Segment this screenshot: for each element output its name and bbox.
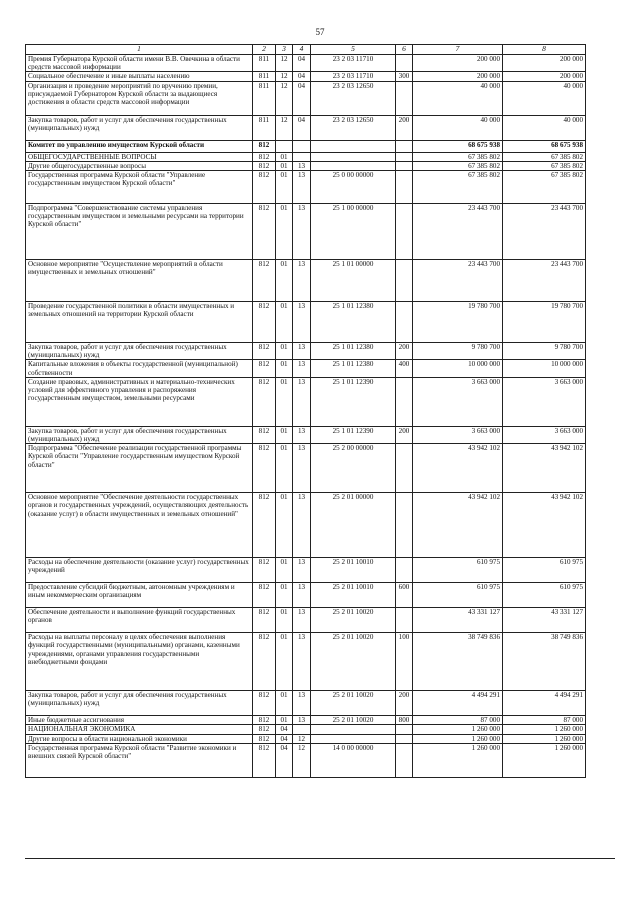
table-row <box>26 81 586 115</box>
row-c4-cell: 13 <box>293 691 311 716</box>
row-c5-cell: 25 1 01 12390 <box>311 377 396 426</box>
row-c7-cell: 67 385 802 <box>413 171 503 204</box>
row-c6-cell: 800 <box>396 716 413 725</box>
row-c6-cell <box>396 55 413 72</box>
row-c5-cell: 25 0 00 00000 <box>311 171 396 204</box>
table-row <box>26 426 586 443</box>
row-c5-cell <box>311 140 396 152</box>
column-header: 2 <box>253 45 276 55</box>
column-number-row <box>26 45 586 55</box>
row-c8-cell: 1 260 000 <box>503 725 586 734</box>
row-c2-cell: 811 <box>253 72 276 81</box>
table-row <box>26 493 586 558</box>
row-c8-cell: 67 385 802 <box>503 161 586 170</box>
row-c3-cell: 12 <box>276 115 293 140</box>
table-row <box>26 152 586 161</box>
row-c4-cell: 13 <box>293 633 311 691</box>
row-c3-cell: 04 <box>276 725 293 734</box>
page-number: 57 <box>315 27 325 37</box>
row-c6-cell: 200 <box>396 691 413 716</box>
row-c2-cell: 812 <box>253 377 276 426</box>
row-c6-cell <box>396 608 413 633</box>
row-c2-cell: 812 <box>253 161 276 170</box>
table-row <box>26 558 586 583</box>
row-c7-cell: 40 000 <box>413 115 503 140</box>
row-c3-cell: 01 <box>276 633 293 691</box>
row-c2-cell: 812 <box>253 302 276 343</box>
row-c5-cell <box>311 725 396 734</box>
row-c6-cell <box>396 743 413 777</box>
table-row <box>26 171 586 204</box>
row-c8-cell: 38 749 836 <box>503 633 586 691</box>
row-c4-cell: 04 <box>293 72 311 81</box>
row-c2-cell: 812 <box>253 725 276 734</box>
row-c7-cell: 68 675 938 <box>413 140 503 152</box>
row-c2-cell: 812 <box>253 360 276 377</box>
row-c3-cell: 01 <box>276 260 293 302</box>
row-c7-cell: 19 780 700 <box>413 302 503 343</box>
row-c2-cell: 812 <box>253 260 276 302</box>
row-c4-cell: 12 <box>293 734 311 743</box>
row-c7-cell: 610 975 <box>413 558 503 583</box>
row-name-cell: Иные бюджетные ассигнования <box>26 716 253 725</box>
table-row <box>26 725 586 734</box>
table-row <box>26 633 586 691</box>
table-row <box>26 343 586 360</box>
row-name-cell: Подпрограмма "Совершенствование системы управления государственным имуществом и земельными ресурсами на территории Курской области" <box>26 204 253 260</box>
row-c4-cell: 13 <box>293 161 311 170</box>
row-c8-cell: 3 663 000 <box>503 426 586 443</box>
row-c5-cell <box>311 152 396 161</box>
row-c4-cell: 13 <box>293 558 311 583</box>
row-c5-cell: 23 2 03 11710 <box>311 72 396 81</box>
row-c2-cell: 812 <box>253 558 276 583</box>
row-c4-cell: 13 <box>293 716 311 725</box>
row-c3-cell: 01 <box>276 493 293 558</box>
row-c3-cell: 01 <box>276 204 293 260</box>
row-c3-cell: 01 <box>276 302 293 343</box>
row-c4-cell: 13 <box>293 171 311 204</box>
row-c6-cell <box>396 725 413 734</box>
row-c6-cell <box>396 558 413 583</box>
row-name-cell: Комитет по управлению имуществом Курской области <box>26 140 253 152</box>
row-c6-cell: 100 <box>396 633 413 691</box>
row-c2-cell: 812 <box>253 743 276 777</box>
row-name-cell: Проведение государственной политики в области имущественных и земельных отношений на территории Курской области <box>26 302 253 343</box>
row-c2-cell: 811 <box>253 55 276 72</box>
row-c4-cell: 13 <box>293 426 311 443</box>
row-c7-cell: 3 663 000 <box>413 377 503 426</box>
row-c6-cell <box>396 152 413 161</box>
row-c4-cell: 04 <box>293 115 311 140</box>
row-c8-cell: 23 443 700 <box>503 260 586 302</box>
row-c2-cell: 812 <box>253 343 276 360</box>
row-name-cell: Закупка товаров, работ и услуг для обеспечения государственных (муниципальных) нужд <box>26 426 253 443</box>
row-c3-cell: 01 <box>276 716 293 725</box>
row-c3-cell: 12 <box>276 55 293 72</box>
row-c5-cell: 25 2 01 10020 <box>311 608 396 633</box>
row-c4-cell <box>293 140 311 152</box>
row-c8-cell: 68 675 938 <box>503 140 586 152</box>
row-c6-cell <box>396 734 413 743</box>
column-header: 7 <box>413 45 503 55</box>
row-c3-cell: 01 <box>276 377 293 426</box>
row-c5-cell <box>311 734 396 743</box>
row-c5-cell: 25 1 00 00000 <box>311 204 396 260</box>
row-c6-cell <box>396 140 413 152</box>
row-c5-cell: 25 1 01 12390 <box>311 426 396 443</box>
row-c8-cell: 9 780 700 <box>503 343 586 360</box>
table-row <box>26 734 586 743</box>
row-c3-cell: 01 <box>276 343 293 360</box>
row-c4-cell: 13 <box>293 444 311 493</box>
row-name-cell: Закупка товаров, работ и услуг для обеспечения государственных (муниципальных) нужд <box>26 691 253 716</box>
row-name-cell: Социальное обеспечение и иные выплаты населению <box>26 72 253 81</box>
row-c8-cell: 23 443 700 <box>503 204 586 260</box>
table-row <box>26 691 586 716</box>
row-c4-cell: 04 <box>293 55 311 72</box>
row-c4-cell: 13 <box>293 360 311 377</box>
row-c8-cell: 200 000 <box>503 72 586 81</box>
row-c3-cell: 01 <box>276 608 293 633</box>
row-c3-cell: 12 <box>276 81 293 115</box>
row-c5-cell: 14 0 00 00000 <box>311 743 396 777</box>
row-c7-cell: 87 000 <box>413 716 503 725</box>
row-c2-cell: 812 <box>253 716 276 725</box>
row-c5-cell: 23 2 03 12650 <box>311 115 396 140</box>
row-c7-cell: 67 385 802 <box>413 161 503 170</box>
table-row <box>26 140 586 152</box>
row-name-cell: Предоставление субсидий бюджетным, автономным учреждениям и иным некоммерческим организациям <box>26 583 253 608</box>
column-header: 4 <box>293 45 311 55</box>
row-name-cell: Другие вопросы в области национальной экономики <box>26 734 253 743</box>
row-name-cell: Создание правовых, административных и материально-технических условий для эффективного управления и распоряжения государственным имуществом, земельными ресурсами <box>26 377 253 426</box>
row-c4-cell: 04 <box>293 81 311 115</box>
row-c5-cell: 25 2 01 10020 <box>311 716 396 725</box>
row-c2-cell: 812 <box>253 444 276 493</box>
row-c4-cell <box>293 152 311 161</box>
row-c7-cell: 9 780 700 <box>413 343 503 360</box>
row-c7-cell: 200 000 <box>413 72 503 81</box>
row-c6-cell <box>396 260 413 302</box>
table-row <box>26 377 586 426</box>
row-c6-cell <box>396 444 413 493</box>
row-c8-cell: 87 000 <box>503 716 586 725</box>
row-c2-cell: 812 <box>253 493 276 558</box>
row-c7-cell: 40 000 <box>413 81 503 115</box>
table-row <box>26 444 586 493</box>
row-c6-cell <box>396 377 413 426</box>
row-c3-cell: 01 <box>276 558 293 583</box>
row-c7-cell: 1 260 000 <box>413 734 503 743</box>
row-c6-cell: 600 <box>396 583 413 608</box>
row-c3-cell: 01 <box>276 426 293 443</box>
row-c3-cell: 04 <box>276 734 293 743</box>
row-name-cell: Обеспечение деятельности и выполнение функций государственных органов <box>26 608 253 633</box>
row-name-cell: Расходы на обеспечение деятельности (оказание услуг) государственных учреждений <box>26 558 253 583</box>
row-c5-cell: 25 1 01 12380 <box>311 343 396 360</box>
row-c7-cell: 38 749 836 <box>413 633 503 691</box>
table-row <box>26 72 586 81</box>
row-c2-cell: 812 <box>253 633 276 691</box>
row-c4-cell: 13 <box>293 260 311 302</box>
row-c3-cell: 01 <box>276 444 293 493</box>
row-c7-cell: 67 385 802 <box>413 152 503 161</box>
row-c2-cell: 812 <box>253 583 276 608</box>
row-c6-cell <box>396 204 413 260</box>
row-c5-cell: 25 1 01 00000 <box>311 260 396 302</box>
row-c7-cell: 610 975 <box>413 583 503 608</box>
row-c8-cell: 3 663 000 <box>503 377 586 426</box>
row-c8-cell: 200 000 <box>503 55 586 72</box>
row-c2-cell: 811 <box>253 115 276 140</box>
row-c2-cell: 812 <box>253 691 276 716</box>
row-c4-cell: 13 <box>293 608 311 633</box>
row-name-cell: Другие общегосударственные вопросы <box>26 161 253 170</box>
row-name-cell: Государственная программа Курской области "Управление государственным имуществом Курской области" <box>26 171 253 204</box>
row-c3-cell: 01 <box>276 691 293 716</box>
table-row <box>26 55 586 72</box>
row-c8-cell: 610 975 <box>503 558 586 583</box>
row-c8-cell: 10 000 000 <box>503 360 586 377</box>
row-c8-cell: 43 331 127 <box>503 608 586 633</box>
row-c7-cell: 3 663 000 <box>413 426 503 443</box>
row-name-cell: Капитальные вложения в объекты государственной (муниципальной) собственности <box>26 360 253 377</box>
row-c7-cell: 23 443 700 <box>413 204 503 260</box>
row-name-cell: Основное мероприятие "Осуществление мероприятий в области имущественных и земельных отношений" <box>26 260 253 302</box>
row-c8-cell: 40 000 <box>503 81 586 115</box>
row-c6-cell <box>396 161 413 170</box>
table-row <box>26 204 586 260</box>
row-c3-cell: 01 <box>276 161 293 170</box>
row-c5-cell: 23 2 03 11710 <box>311 55 396 72</box>
row-c7-cell: 43 942 102 <box>413 444 503 493</box>
page-bottom-rule <box>25 858 615 859</box>
row-name-cell: ОБЩЕГОСУДАРСТВЕННЫЕ ВОПРОСЫ <box>26 152 253 161</box>
table-row <box>26 583 586 608</box>
table-row <box>26 608 586 633</box>
row-c2-cell: 812 <box>253 426 276 443</box>
table-row <box>26 360 586 377</box>
row-c5-cell: 25 1 01 12380 <box>311 302 396 343</box>
row-c6-cell: 200 <box>396 426 413 443</box>
row-c6-cell <box>396 81 413 115</box>
row-c3-cell <box>276 140 293 152</box>
row-c5-cell <box>311 161 396 170</box>
row-c8-cell: 43 942 102 <box>503 493 586 558</box>
column-header: 3 <box>276 45 293 55</box>
row-c5-cell: 23 2 03 12650 <box>311 81 396 115</box>
row-c8-cell: 40 000 <box>503 115 586 140</box>
row-name-cell: Подпрограмма "Обеспечение реализации государственной программы Курской области "Управление государственным имуществом Курской области" <box>26 444 253 493</box>
row-c2-cell: 812 <box>253 204 276 260</box>
table-row <box>26 743 586 777</box>
row-c5-cell: 25 2 01 10010 <box>311 558 396 583</box>
row-c8-cell: 610 975 <box>503 583 586 608</box>
row-c5-cell: 25 2 01 00000 <box>311 493 396 558</box>
row-c6-cell <box>396 493 413 558</box>
column-header: 5 <box>311 45 396 55</box>
row-c6-cell: 300 <box>396 72 413 81</box>
row-c8-cell: 43 942 102 <box>503 444 586 493</box>
column-header: 1 <box>26 45 253 55</box>
row-c3-cell: 12 <box>276 72 293 81</box>
row-c8-cell: 19 780 700 <box>503 302 586 343</box>
row-c3-cell: 01 <box>276 152 293 161</box>
row-c7-cell: 10 000 000 <box>413 360 503 377</box>
row-c4-cell: 13 <box>293 343 311 360</box>
row-c6-cell: 200 <box>396 115 413 140</box>
row-c3-cell: 01 <box>276 360 293 377</box>
table-row <box>26 161 586 170</box>
row-c6-cell: 200 <box>396 343 413 360</box>
row-c4-cell: 13 <box>293 377 311 426</box>
row-name-cell: Организация и проведение мероприятий по вручению премии, присуждаемой Губернатором Курской области за выдающиеся достижения в области средств массовой информации <box>26 81 253 115</box>
row-c4-cell: 12 <box>293 743 311 777</box>
row-c5-cell: 25 2 01 10010 <box>311 583 396 608</box>
row-c4-cell: 13 <box>293 583 311 608</box>
row-c4-cell: 13 <box>293 204 311 260</box>
table-row <box>26 716 586 725</box>
table-row <box>26 115 586 140</box>
row-c7-cell: 43 942 102 <box>413 493 503 558</box>
row-c2-cell: 812 <box>253 171 276 204</box>
row-c6-cell <box>396 171 413 204</box>
row-c8-cell: 1 260 000 <box>503 743 586 777</box>
row-c3-cell: 04 <box>276 743 293 777</box>
row-c5-cell: 25 1 01 12380 <box>311 360 396 377</box>
row-c2-cell: 812 <box>253 152 276 161</box>
row-c5-cell: 25 2 01 10020 <box>311 633 396 691</box>
row-c4-cell: 13 <box>293 493 311 558</box>
row-c7-cell: 43 331 127 <box>413 608 503 633</box>
row-c4-cell: 13 <box>293 302 311 343</box>
row-name-cell: Закупка товаров, работ и услуг для обеспечения государственных (муниципальных) нужд <box>26 343 253 360</box>
row-name-cell: Государственная программа Курской области "Развитие экономики и внешних связей Курской области" <box>26 743 253 777</box>
row-name-cell: НАЦИОНАЛЬНАЯ ЭКОНОМИКА <box>26 725 253 734</box>
row-name-cell: Основное мероприятие "Обеспечение деятельности государственных органов и государственных учреждений, осуществляющих деятельность (оказание услуг) в области имущественных и земельных отношений" <box>26 493 253 558</box>
row-c2-cell: 811 <box>253 81 276 115</box>
row-c2-cell: 812 <box>253 734 276 743</box>
row-c6-cell: 400 <box>396 360 413 377</box>
row-c8-cell: 67 385 802 <box>503 152 586 161</box>
row-c7-cell: 4 494 291 <box>413 691 503 716</box>
row-c8-cell: 4 494 291 <box>503 691 586 716</box>
row-c8-cell: 67 385 802 <box>503 171 586 204</box>
budget-table <box>25 44 586 778</box>
row-c5-cell: 25 2 00 00000 <box>311 444 396 493</box>
row-name-cell: Закупка товаров, работ и услуг для обеспечения государственных (муниципальных) нужд <box>26 115 253 140</box>
table-row <box>26 302 586 343</box>
row-c5-cell: 25 2 01 10020 <box>311 691 396 716</box>
row-c7-cell: 1 260 000 <box>413 743 503 777</box>
row-c7-cell: 23 443 700 <box>413 260 503 302</box>
row-name-cell: Расходы на выплаты персоналу в целях обеспечения выполнения функций государственными (муниципальными) органами, казенными учреждениями, органами управления государственными внебюджетными фондами <box>26 633 253 691</box>
row-c7-cell: 200 000 <box>413 55 503 72</box>
table-row <box>26 260 586 302</box>
row-c3-cell: 01 <box>276 171 293 204</box>
table-body <box>26 55 586 778</box>
row-c4-cell <box>293 725 311 734</box>
row-c2-cell: 812 <box>253 140 276 152</box>
row-c8-cell: 1 260 000 <box>503 734 586 743</box>
row-c7-cell: 1 260 000 <box>413 725 503 734</box>
column-header: 6 <box>396 45 413 55</box>
row-name-cell: Премия Губернатора Курской области имени В.В. Овечкина в области средств массовой информации <box>26 55 253 72</box>
row-c6-cell <box>396 302 413 343</box>
row-c2-cell: 812 <box>253 608 276 633</box>
row-c3-cell: 01 <box>276 583 293 608</box>
column-header: 8 <box>503 45 586 55</box>
